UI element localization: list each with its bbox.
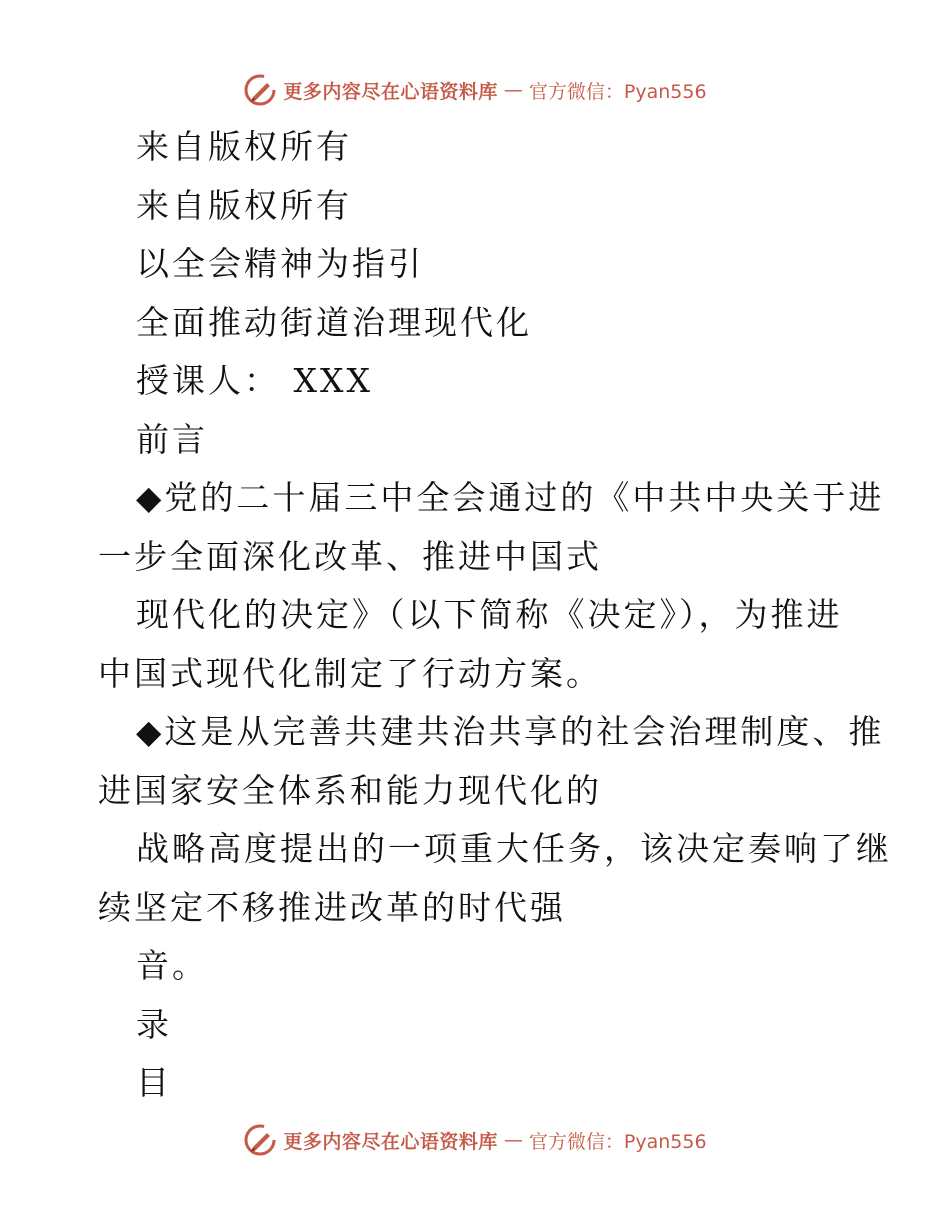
- doc-paragraph-2-line-1: 现代化的决定》（以下简称《决定》），为推进: [136, 595, 843, 634]
- watermark-wechat: 官方微信：Pyan556: [528, 1130, 707, 1153]
- doc-toc-char-2: 目: [136, 1063, 172, 1102]
- doc-paragraph-1-line-1: ◆党的二十届三中全会通过的《中共中央关于进: [136, 478, 885, 517]
- doc-toc-char-1: 录: [136, 1004, 172, 1044]
- doc-line-copyright-1: 来自版权所有: [136, 127, 352, 166]
- doc-line-copyright-2: 来自版权所有: [136, 185, 352, 225]
- doc-paragraph-1-line-2: 一步全面深化改革、推进中国式: [98, 536, 602, 576]
- doc-title-line-1: 以全会精神为指引: [136, 244, 424, 283]
- watermark-text: 更多内容尽在心语资料库: [283, 1130, 498, 1153]
- red-pen-logo-icon: [243, 1123, 277, 1157]
- doc-title-line-2: 全面推动街道治理现代化: [136, 302, 532, 342]
- watermark-wechat: 官方微信：Pyan556: [528, 80, 707, 103]
- header-watermark: [0, 70, 950, 110]
- watermark-text: 更多内容尽在心语资料库: [283, 80, 498, 103]
- watermark-dash: —: [503, 79, 523, 101]
- document-body: [98, 118, 892, 1113]
- doc-paragraph-4-line-2: 续坚定不移推进改革的时代强: [98, 887, 566, 927]
- doc-paragraph-3-line-2: 进国家安全体系和能力现代化的: [98, 770, 602, 810]
- doc-preface-heading: 前言: [136, 419, 208, 459]
- red-pen-logo-icon: [243, 73, 277, 107]
- doc-paragraph-2-line-2: 中国式现代化制定了行动方案。: [98, 653, 602, 693]
- watermark-dash: —: [503, 1129, 523, 1151]
- doc-lecturer: 授课人： XXX: [136, 361, 373, 400]
- doc-paragraph-5-line-1: 音。: [136, 946, 208, 985]
- doc-paragraph-3-line-1: ◆这是从完善共建共治共享的社会治理制度、推: [136, 712, 885, 751]
- footer-watermark: [0, 1120, 950, 1160]
- doc-paragraph-4-line-1: 战略高度提出的一项重大任务，该决定奏响了继: [136, 829, 892, 868]
